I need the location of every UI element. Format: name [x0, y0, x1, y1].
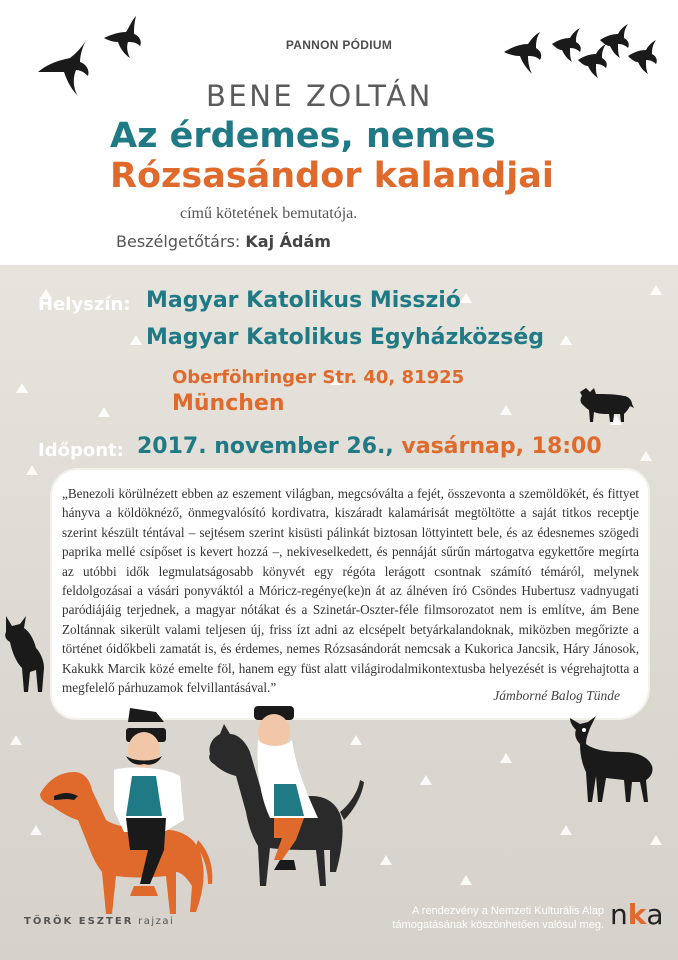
quote-text: „Benezoli körülnézett ebben az eszement világban, megcsóválta a fejét, összevonta a szemöldökét, és fittyet hányva a köldöknéző, önmegvalósító kordivatra, kiszáradt kalamárisát megtöltötte a saját titkos receptje szerint készült téntával – sejtésem szerint kisüsti pálinkát biztosan löttyintett bele, és az édesnemes szögedi paprika mellé csípőset is kevert hozzá –, nekiveselkedett, és pennáját sűrűn mártogatva egykettőre megírta az utóbbi idők legmulatságosabb könyvét egy régóta lerágott csontnak számító témáról, melynek feldolgozásai a vásári ponyváktól a Móricz-regénye(ke)n át az álnéven író Csöndes Hubertusz vadnyugati paródiájáig terjednek, a magyar nótákat és a Szinetár-Oszter-féle filmsorozatot nem is említve, ám Bene Zoltánnak sikerült valami teljesen új, friss ízt adni az elcsépelt betyárkalandoknak, miközben megőrizte a történet óidőkbeli zamatát is, és érdemes, nemes Rózsasándorát nemcsak a Kukorica Jancsik, Háry Jánosok, Kakukk Marcik közé emelte föl, hanem egy füst alatt világirodalmikontextusba helyezését is végrehajtotta a megfelelő párhuzamok felvillantásával.” — [62, 486, 639, 696]
decor-triangle — [560, 335, 572, 345]
time-label: Időpont: — [38, 440, 124, 461]
decor-triangle — [650, 285, 662, 295]
sponsor-line1: A rendezvény a Nemzeti Kulturális Alap — [412, 905, 604, 917]
sponsor-note — [338, 904, 604, 932]
illustrator-credit — [24, 916, 174, 927]
decor-triangle — [26, 465, 38, 475]
interviewer-label: Beszélgetőtárs: — [116, 232, 241, 251]
donkey-rider-icon — [200, 700, 370, 910]
nka-logo — [610, 898, 664, 931]
goat-icon — [0, 612, 50, 696]
decor-triangle — [16, 383, 28, 393]
nka-logo-a: a — [646, 898, 664, 931]
venue-address: Oberföhringer Str. 40, 81925 — [172, 367, 465, 388]
decor-triangle — [460, 875, 472, 885]
horse-rider-icon — [30, 700, 220, 930]
bull-icon — [576, 384, 636, 424]
event-date: 2017. november 26., — [137, 434, 394, 459]
illustrator-suffix: rajzai — [138, 916, 175, 927]
nka-logo-k: k — [627, 898, 647, 931]
decor-triangle — [500, 405, 512, 415]
subtitle: című kötetének bemutatója. — [180, 205, 358, 222]
location-label: Helyszín: — [38, 294, 131, 315]
event-datetime — [137, 434, 602, 459]
author-name: BENE ZOLTÁN — [206, 79, 433, 113]
venue-line1: Magyar Katolikus Misszió — [146, 288, 461, 313]
nka-logo-n: n — [610, 898, 628, 931]
venue-line2: Magyar Katolikus Egyházközség — [146, 325, 544, 350]
interviewer — [116, 232, 331, 251]
venue-city: München — [172, 391, 285, 416]
illustrator-name: TÖRÖK ESZTER — [24, 916, 134, 927]
book-title-line2: Rózsasándor kalandjai — [110, 156, 554, 196]
organizer-label: PANNON PÓDIUM — [285, 38, 393, 52]
decor-triangle — [640, 451, 652, 461]
quote-attribution: Jámborné Balog Tünde — [493, 688, 620, 703]
event-day-time: vasárnap, 18:00 — [401, 434, 602, 459]
book-title-line1: Az érdemes, nemes — [110, 116, 496, 156]
interviewer-name: Kaj Ádám — [245, 232, 331, 251]
decor-triangle — [380, 855, 392, 865]
decor-triangle — [98, 407, 110, 417]
decor-triangle — [130, 335, 142, 345]
decor-triangle — [500, 753, 512, 763]
decor-triangle — [650, 835, 662, 845]
decor-triangle — [420, 775, 432, 785]
decor-triangle — [10, 735, 22, 745]
deer-icon — [566, 712, 658, 806]
decor-triangle — [560, 825, 572, 835]
decor-triangle — [460, 293, 472, 303]
sponsor-line2: támogatásának köszönhetően valósul meg. — [392, 919, 604, 931]
